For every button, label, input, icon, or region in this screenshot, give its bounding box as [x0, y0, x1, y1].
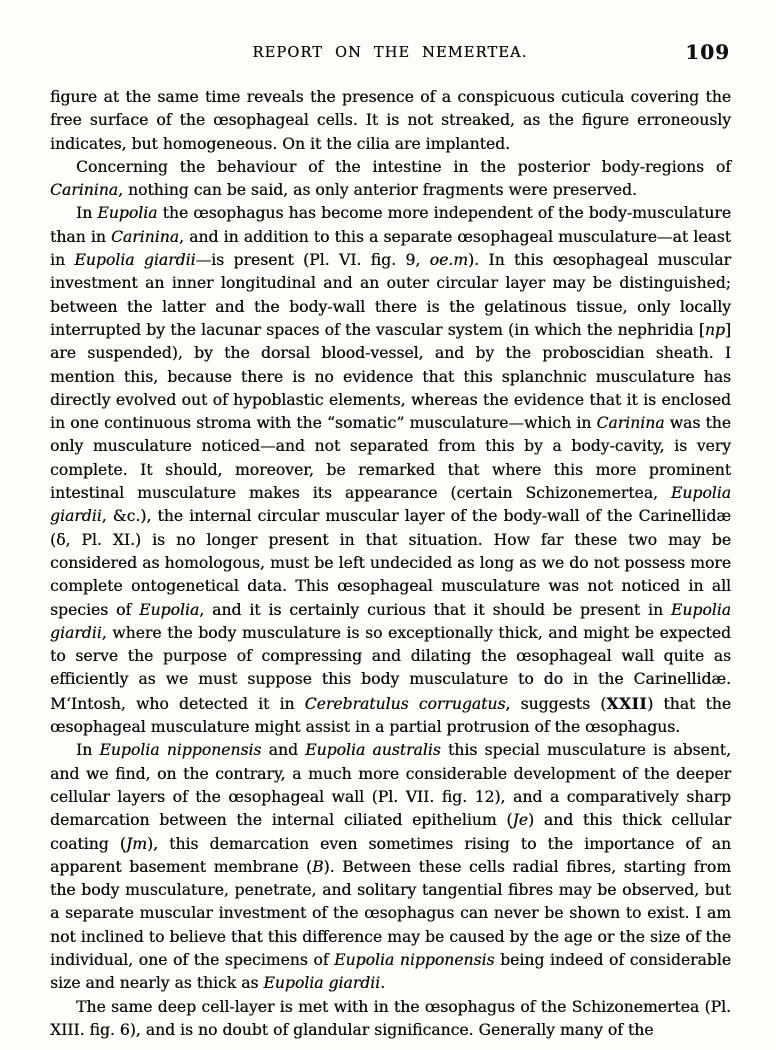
paragraph: [50, 86, 731, 156]
text-segment: np: [704, 320, 725, 339]
text-segment: , &c.), the internal circular muscular layer of the body-wall of the Carinellidæ (δ, Pl. XI.) is no longer present in that situation. How far these two may be considered as homologous, must be left undecided as long as we do not possess more complete ontogenetical data. This œsophageal musculature was not noticed in all species of: [50, 507, 731, 619]
text-segment: and: [261, 741, 306, 760]
text-segment: Carinina: [50, 181, 119, 200]
text-segment: B: [312, 857, 324, 876]
text-segment: ). In this œsophageal muscular investment an inner longitudinal and an outer circular layer may be distinguished; between the latter and the body-wall there is the gelatinous tissue, only locally interrupted by the lacunar spaces of the vascular system (in which the nephridia [: [50, 251, 731, 339]
text-segment: The same deep cell-layer is met with in the œsophagus of the Schizonemertea (Pl. XIII. fig. 6), and is no doubt of glandular significance. Generally many of the: [50, 997, 731, 1039]
text-segment: this special musculature is absent, and we find, on the contrary, a much more considerable development of the deeper cellular layers of the œsophageal wall (Pl. VII. fig. 12), and a comparatively sharp demarcation between the internal ciliated epithelium (: [50, 741, 731, 830]
text-segment: the œsophagus has become more independent of the body-musculature than in: [50, 204, 731, 246]
running-title: REPORT ON THE NEMERTEA.: [252, 45, 528, 61]
text-segment: Je: [512, 811, 528, 830]
text-segment: was the only musculature noticed—and not separated from this by a body-cavity, is very complete. It should, moreover, be remarked that where this more prominent intestinal musculature makes its appearance (certain Schizonemertea,: [50, 414, 731, 503]
text-segment: ), this demarcation even sometimes rising to the importance of an apparent basement membrane (: [50, 834, 731, 876]
text-segment: ) and this thick cellular coating (: [50, 811, 731, 853]
paragraph: [50, 996, 731, 1043]
text-segment: Eupolia australis: [305, 741, 441, 760]
page-number: 109: [685, 40, 730, 64]
text-segment: In: [76, 741, 100, 760]
text-segment: Concerning the behaviour of the intestine in the posterior body-regions of: [76, 157, 731, 176]
paragraph: [50, 739, 731, 995]
text-segment: —is present (Pl. VI. fig. 9,: [195, 251, 430, 270]
text-segment: , and in addition to this a separate œsophageal musculature—at least in: [50, 227, 731, 270]
paragraph: [50, 156, 731, 203]
page-body: [50, 86, 731, 1042]
text-segment: being indeed of considerable size and nearly as thick as: [50, 950, 731, 993]
text-segment: figure at the same time reveals the presence of a conspicuous cuticula covering the free surface of the œsophageal cells. It is not streaked, as the figure erroneously indicates, but homogeneous. On it the cilia are implanted.: [50, 88, 731, 153]
text-segment: , suggests (: [505, 694, 607, 713]
text-segment: Eupolia giardii: [74, 251, 196, 270]
paragraph: [50, 202, 731, 739]
text-segment: .: [380, 974, 386, 993]
text-segment: Jm: [125, 834, 147, 853]
text-segment: ] are suspended), by the dorsal blood-vessel, and by the proboscidian sheath. I mention this, because there is no evidence that this splanchnic musculature has directly evolved out of hypoblastic elements, whereas the evidence that it is enclosed in one continuous stroma with the “somatic” musculature—which in: [50, 320, 731, 433]
text-segment: Carinina: [110, 227, 179, 246]
text-segment: Carinina: [596, 414, 665, 433]
text-segment: oe.m: [429, 251, 469, 270]
text-segment: In: [76, 204, 98, 223]
text-segment: , nothing can be said, as only anterior fragments were preserved.: [118, 181, 637, 200]
text-segment: ) that the œsophageal musculature might assist in a partial protrusion of the œsophagus.: [50, 694, 731, 737]
text-segment: Cerebratulus corrugatus: [304, 694, 506, 713]
text-segment: XXII: [606, 693, 648, 713]
text-segment: Eupolia giardii: [50, 484, 731, 526]
text-segment: Eupolia: [97, 204, 158, 223]
text-segment: Eupolia giardii: [50, 600, 731, 642]
page-header: [50, 42, 730, 68]
text-segment: , and it is certainly curious that it should be present in: [199, 600, 671, 619]
text-segment: Eupolia nipponensis: [99, 741, 262, 760]
text-segment: Eupolia nipponensis: [334, 950, 495, 969]
text-segment: Eupolia giardii: [263, 974, 381, 993]
text-segment: , where the body musculature is so exceptionally thick, and might be expected to serve the purpose of compressing and dilating the œsophageal wall quite as efficiently as we must suppose this body musculature to do in the Carinellidæ. M‘Intosh, who detected it in: [50, 623, 731, 713]
text-segment: Eupolia: [139, 600, 200, 619]
text-segment: ). Between these cells radial fibres, starting from the body musculature, penetrate, and solitary tangential fibres may be observed, but a separate muscular investment of the œsophagus can never be shown to exist. I am not inclined to believe that this difference may be caused by the age or the size of the individual, one of the specimens of: [50, 857, 731, 969]
